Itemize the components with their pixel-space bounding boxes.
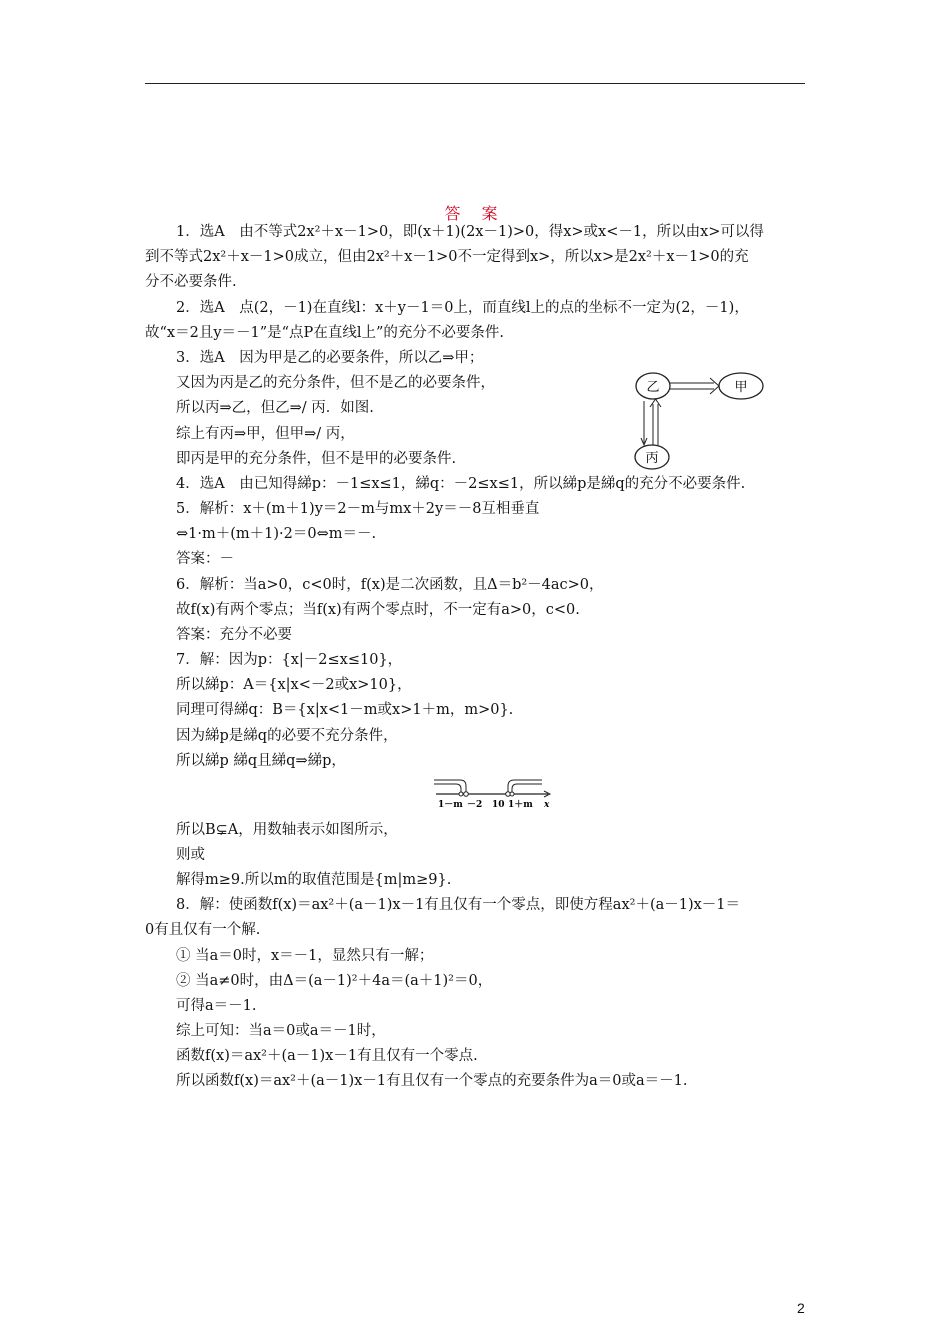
text-line: 答案：充分不必要	[176, 627, 292, 643]
text-line: 所以綈p：A＝{x|x<－2或x>10}，	[176, 677, 412, 693]
text-line: 所以B⊊A，用数轴表示如图所示，	[176, 822, 398, 838]
text-line: 又因为丙是乙的充分条件，但不是乙的必要条件，	[176, 375, 495, 391]
text-line: ① 当a＝0时，x＝－1，显然只有一解；	[176, 948, 434, 964]
text-line: 3．选A 因为甲是乙的必要条件，所以乙⇒甲；	[176, 350, 484, 366]
text-line: 故“x＝2且y＝－1”是“点P在直线l上”的充分不必要条件.	[145, 325, 504, 341]
text-line: 同理可得綈q：B＝{x|x<1－m或x>1＋m，m>0}.	[176, 702, 514, 718]
text-line: ⇔1·m＋(m＋1)·2＝0⇔m＝－.	[176, 526, 377, 542]
text-line: 综上有丙⇒甲，但甲⇒/ 丙，	[176, 426, 355, 442]
nl-label-10: 10	[492, 800, 505, 810]
text-line: 8．解：使函数f(x)＝ax²＋(a－1)x－1有且仅有一个零点，即使方程ax²＋(a－1)x－1＝	[176, 897, 741, 913]
text-line: 1．选A 由不等式2x²＋x－1>0，即(x＋1)(2x－1)>0，得x>或x<－1，所以由x>可以得	[176, 224, 764, 240]
nl-label-1+m: 1＋m	[508, 800, 533, 810]
text-line: 6．解析：当a>0，c<0时，f(x)是二次函数，且Δ＝b²－4ac>0，	[176, 577, 604, 593]
text-line: 7．解：因为p：{x|－2≤x≤10}，	[176, 652, 403, 668]
page-number: 2	[797, 1300, 805, 1316]
nl-label-x: x	[544, 800, 550, 810]
text-line: 4．选A 由已知得綈p：－1≤x≤1，綈q：－2≤x≤1，所以綈p是綈q的充分不必要条件.	[176, 476, 746, 492]
header-rule	[145, 83, 805, 84]
text-line: 函数f(x)＝ax²＋(a－1)x－1有且仅有一个零点.	[176, 1048, 478, 1064]
answer-title: 答 案	[444, 204, 506, 223]
text-line: 5．解析：x＋(m＋1)y＝2－m与mx＋2y＝－8互相垂直	[176, 501, 540, 517]
text-line: 0有且仅有一个解.	[145, 922, 261, 938]
text-line: 2．选A 点(2，－1)在直线l：x＋y－1＝0上，而直线l上的点的坐标不一定为(2，－1)，	[176, 300, 749, 316]
nl-label-neg2: －2	[467, 800, 483, 810]
text-line: 答案：－	[176, 551, 234, 567]
text-line: 因为綈p是綈q的必要不充分条件，	[176, 728, 398, 744]
node-yi-label: 乙	[646, 380, 660, 395]
text-line: 到不等式2x²＋x－1>0成立，但由2x²＋x－1>0不一定得到x>，所以x>是2x²＋x－1>0的充	[145, 249, 749, 265]
text-line: 则或	[176, 847, 205, 863]
text-line: 所以函数f(x)＝ax²＋(a－1)x－1有且仅有一个零点的充要条件为a＝0或a＝－1.	[176, 1073, 688, 1089]
text-line: 故f(x)有两个零点；当f(x)有两个零点时，不一定有a>0，c<0.	[176, 602, 580, 618]
text-line: 即丙是甲的充分条件，但不是甲的必要条件.	[176, 451, 457, 467]
text-line: 所以綈p 綈q且綈q⇒綈p，	[176, 753, 346, 769]
relation-diagram	[628, 367, 768, 473]
node-bing-label: 丙	[645, 451, 659, 466]
text-line: ② 当a≠0时，由Δ＝(a－1)²＋4a＝(a＋1)²＝0，	[176, 973, 493, 989]
text-line: 分不必要条件.	[145, 274, 237, 290]
number-line	[432, 774, 562, 812]
text-line: 解得m≥9.所以m的取值范围是{m|m≥9}.	[176, 872, 452, 888]
text-line: 可得a＝－1.	[176, 998, 257, 1014]
node-jia-label: 甲	[734, 380, 748, 395]
nl-label-1-m: 1－m	[438, 800, 463, 810]
text-line: 所以丙⇒乙，但乙⇒/ 丙．如图.	[176, 400, 374, 416]
text-line: 综上可知：当a＝0或a＝－1时，	[176, 1023, 386, 1039]
